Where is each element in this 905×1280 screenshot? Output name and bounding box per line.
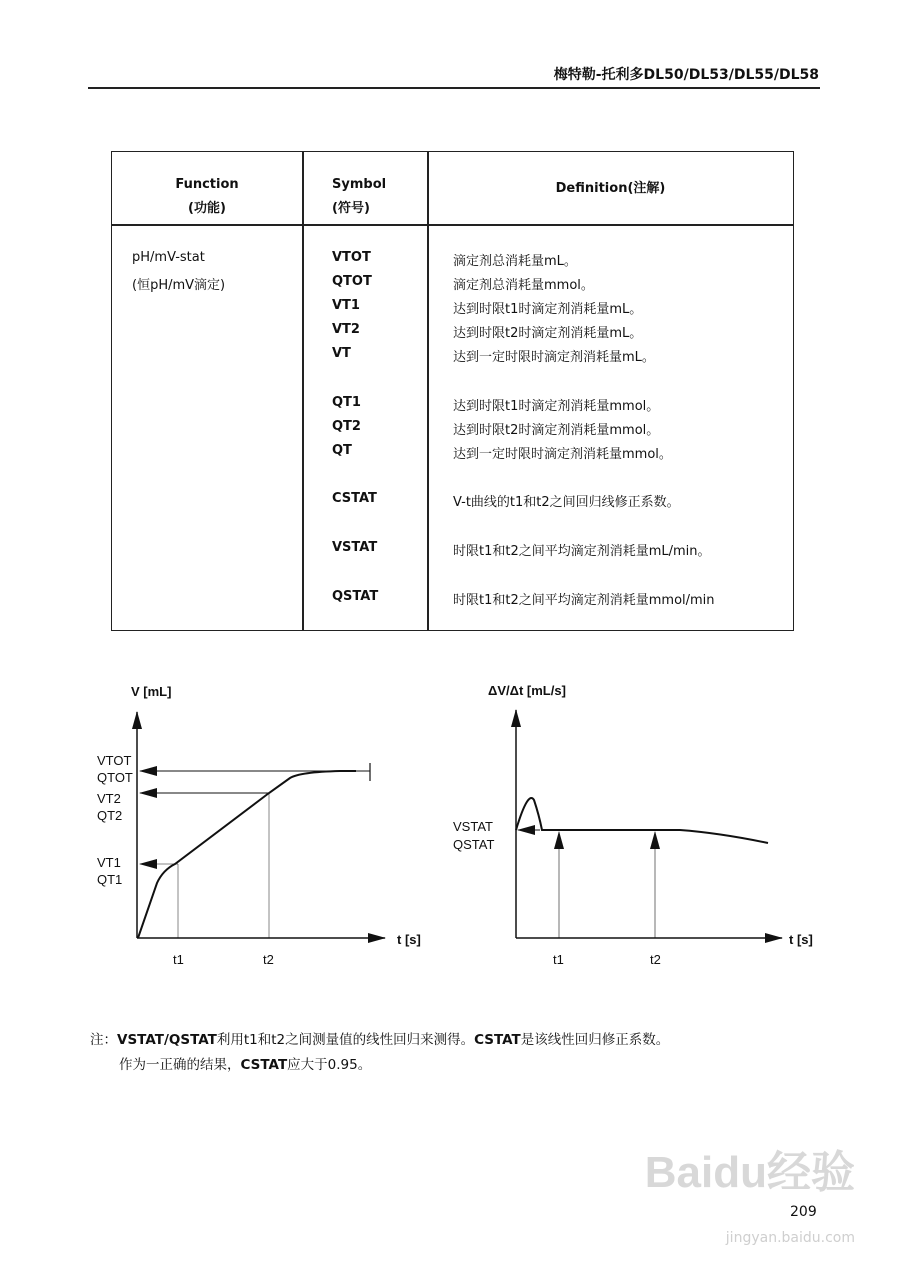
header-symbol: Symbol (符号) <box>332 177 387 216</box>
symbol-qt1: QT1 <box>332 395 361 410</box>
watermark-logo: Baidu经验 <box>644 1148 855 1197</box>
symbol-vt2: VT2 <box>332 322 360 337</box>
tick-t2: t2 <box>263 952 274 967</box>
label-vtot: VTOT <box>97 753 132 768</box>
definition-cstat: V-t曲线的t1和t2之间回归线修正系数。 <box>453 495 680 510</box>
symbol-vtot: VTOT <box>332 250 371 265</box>
definition-qtot: 滴定剂总消耗量mmol。 <box>453 278 594 293</box>
definition-vtot: 滴定剂总消耗量mL。 <box>453 254 577 269</box>
diagram-rate-vs-time <box>516 710 782 938</box>
definition-vt1: 达到时限t1时滴定剂消耗量mL。 <box>453 302 643 317</box>
symbol-qstat: QSTAT <box>332 589 379 604</box>
label-qt2: QT2 <box>97 808 123 823</box>
label-vt2: VT2 <box>97 791 121 806</box>
label-qstat: QSTAT <box>453 837 495 852</box>
note-line-1: 注：VSTAT/QSTAT利用t1和t2之间测量值的线性回归来测得。CSTAT是该线性回归修正系数。 <box>90 1032 670 1048</box>
definition-qt1: 达到时限t1时滴定剂消耗量mmol。 <box>453 399 660 414</box>
function-name: pH/mV-stat <box>132 250 205 265</box>
header-function: Function (功能) <box>175 177 239 216</box>
symbol-vt1: VT1 <box>332 298 360 313</box>
label-qt1: QT1 <box>97 872 123 887</box>
diagram-volume-vs-time <box>137 712 385 938</box>
symbol-qt2: QT2 <box>332 419 361 434</box>
symbol-cstat: CSTAT <box>332 491 377 506</box>
symbol-vstat: VSTAT <box>332 540 378 555</box>
definition-vt: 达到一定时限时滴定剂消耗量mL。 <box>453 350 655 365</box>
left-x-axis-label: t [s] <box>397 932 421 947</box>
definition-vstat: 时限t1和t2之间平均滴定剂消耗量mL/min。 <box>453 544 711 559</box>
volume-curve <box>138 771 356 938</box>
label-vstat: VSTAT <box>453 819 493 834</box>
symbol-qt: QT <box>332 443 352 458</box>
right-y-axis-label: ΔV/Δt [mL/s] <box>488 683 566 698</box>
header-definition: Definition(注解) <box>555 181 666 196</box>
running-header: 梅特勒-托利多DL50/DL53/DL55/DL58 <box>553 67 819 83</box>
tick-t1: t1 <box>173 952 184 967</box>
definition-vt2: 达到时限t2时滴定剂消耗量mL。 <box>453 326 643 341</box>
tick-t1: t1 <box>553 952 564 967</box>
tick-t2: t2 <box>650 952 661 967</box>
page-number: 209 <box>790 1204 817 1220</box>
definition-qt2: 达到时限t2时滴定剂消耗量mmol。 <box>453 423 660 438</box>
left-y-axis-label: V [mL] <box>131 684 172 699</box>
symbol-vt: VT <box>332 346 351 361</box>
definition-qstat: 时限t1和t2之间平均滴定剂消耗量mmol/min <box>453 593 715 608</box>
label-vt1: VT1 <box>97 855 121 870</box>
rate-curve <box>516 798 768 843</box>
note-line-2: 作为一正确的结果，CSTAT应大于0.95。 <box>119 1057 372 1073</box>
right-x-axis-label: t [s] <box>789 932 813 947</box>
definition-qt: 达到一定时限时滴定剂消耗量mmol。 <box>453 447 672 462</box>
label-qtot: QTOT <box>97 770 133 785</box>
watermark-url: jingyan.baidu.com <box>725 1230 855 1246</box>
symbol-qtot: QTOT <box>332 274 372 289</box>
function-name-zh: (恒pH/mV滴定) <box>132 278 226 293</box>
